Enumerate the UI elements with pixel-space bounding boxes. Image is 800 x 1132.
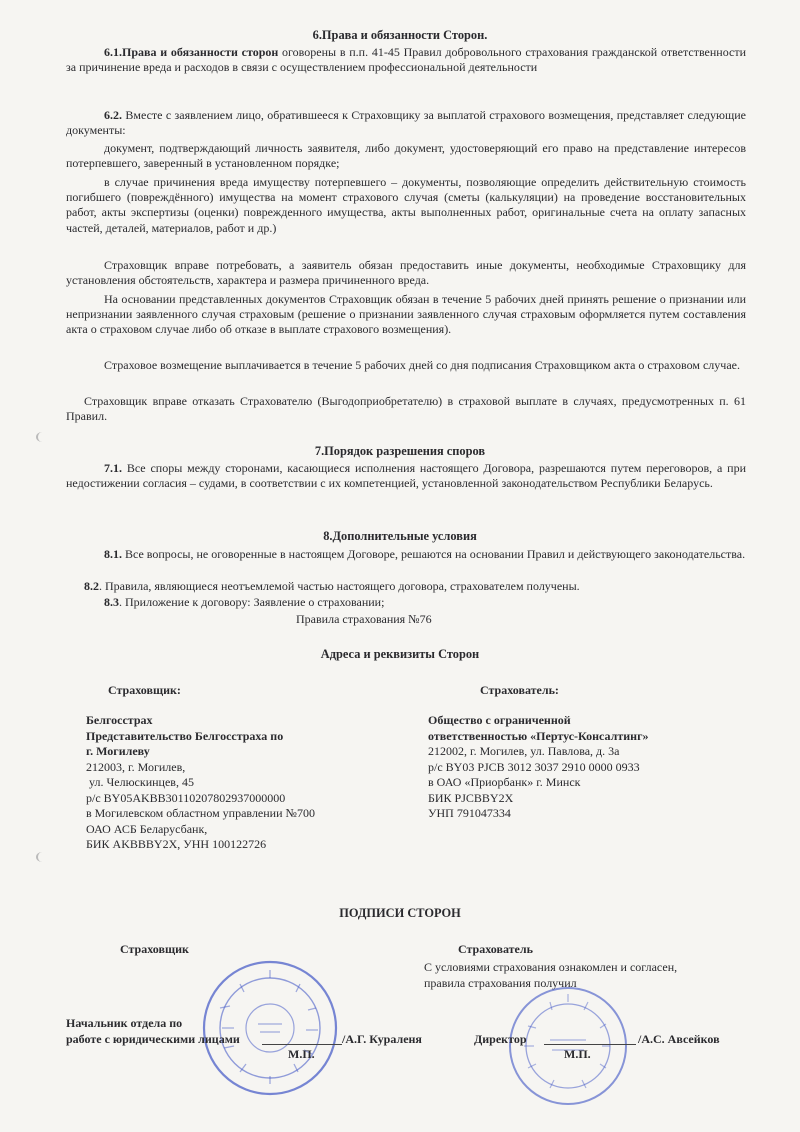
insurer-bank-line: ОАО АСБ Беларусбанк, [86, 821, 208, 836]
insurer-city: г. Могилеву [86, 744, 150, 758]
insurer-seal-mark: М.П. [288, 1047, 315, 1061]
insurer-heading: Страховщик: [108, 683, 181, 697]
paragraph-8-3: 8.3. Приложение к договору: Заявление о страховании; [104, 595, 385, 609]
insured-unp: УНП 791047334 [428, 806, 511, 820]
paragraph-property-damage: в случае причинения вреда имуществу потерпевшего – документы, позволяющие определить действительную стоимость погибшего (повреждённого) имущества на момент страхового случая (сметы (калькуляции) на проведение восстановительных работ, акты экспертизы (оценки) поврежденного имущества, акты выполненных работ, оригинальные счета на оплату запасных частей, деталей, материалов, работ и др.) [66, 175, 746, 235]
insured-signer-name: /А.С. Авсейков [638, 1032, 720, 1046]
insured-bic: БИК PJCBBY2X [428, 790, 514, 805]
section-7-title: 7.Порядок разрешения споров [314, 444, 486, 458]
insured-signer-role: Директор [474, 1032, 527, 1046]
insured-heading: Страхователь: [480, 683, 559, 697]
section-6-title: 6.Права и обязанности Сторон. [312, 28, 488, 42]
punch-hole [36, 432, 48, 442]
signature-insurer-heading: Страховщик [120, 942, 189, 956]
insured-bank: в ОАО «Приорбанк» г. Минск [428, 775, 581, 789]
paragraph-7-1: 7.1. Все споры между сторонами, касающиеся исполнения настоящего Договора, разрешаются путем переговоров, а при недостижении согласия – судами, в соответствии с их компетенцией, установленной законодательством Республики Беларусь. [66, 461, 746, 491]
paragraph-6-2: 6.2. Вместе с заявлением лицо, обратившееся к Страховщику за выплатой страхового возмещения, представляет следующие документы: [66, 108, 746, 138]
consent-note: С условиями страхования ознакомлен и согласен, [424, 960, 678, 974]
insurer-signer-name: /А.Г. Кураленя [342, 1032, 422, 1046]
paragraph-8-1: 8.1. Все вопросы, не оговоренные в настоящем Договоре, решаются на основании Правил и действующего законодательства. [104, 547, 746, 561]
paragraph-documents: документ, подтверждающий личность заявителя, либо документ, удостоверяющий его право на представление интересов потерпевшего, заверенный в установленном порядке; [66, 141, 746, 171]
insured-details [428, 713, 649, 822]
signature-insured-heading: Страхователь [458, 942, 533, 956]
insurer-signature-line [262, 1044, 342, 1045]
punch-hole [36, 852, 48, 862]
insurer-seal [200, 958, 340, 1098]
paragraph-8-2: 8.2. Правила, являющиеся неотъемлемой частью настоящего договора, страхователем получены. [84, 579, 580, 593]
insurer-details [86, 713, 315, 853]
insurer-bic: БИК AKBBBY2X, УНН 100122726 [86, 837, 267, 851]
insurer-address-line: 212003, г. Могилев, [86, 759, 186, 774]
insured-seal-mark: М.П. [564, 1047, 591, 1061]
paragraph-payment: Страховое возмещение выплачивается в течение 5 рабочих дней со дня подписания Страховщиком акта о страховом случае. [104, 358, 740, 372]
section-8-title: 8.Дополнительные условия [323, 529, 477, 543]
insurer-signer-role: работе с юридическими лицами [66, 1032, 240, 1046]
insurer-branch: Представительство Белгосстраха по [86, 728, 284, 743]
insurer-account: р/с BY05AKBB30110207802937000000 [86, 790, 286, 805]
insured-address: 212002, г. Могилев, ул. Павлова, д. 3а [428, 744, 620, 758]
paragraph-decision: На основании представленных документов Страховщик обязан в течение 5 рабочих дней принять решение о признании или непризнании заявленного случая страховым (решение о признании заявленного случая страховым оформляется путем составления акта о страховом случае либо об отказе в выплате страхового возмещения). [66, 292, 746, 337]
insurer-address-line: ул. Челюскинцев, 45 [86, 775, 194, 789]
signatures-title: ПОДПИСИ СТОРОН [339, 906, 461, 920]
insurer-name: Белгосстрах [86, 713, 153, 727]
rules-received-note: правила страхования получил [424, 976, 577, 990]
insured-account: р/с BY03 PJCB 3012 3037 2910 0000 0933 [428, 759, 640, 774]
rules-reference: Правила страхования №76 [296, 612, 432, 626]
insured-signature-line [544, 1044, 636, 1045]
insurer-bank-line: в Могилевском областном управлении №700 [86, 806, 315, 820]
insured-name: Общество с ограниченной [428, 713, 571, 727]
paragraph-6-1: 6.1.Права и обязанности сторон оговорены в п.п. 41-45 Правил добровольного страхования гражданской ответственности за причинение вреда и расходов в связи с осуществлением профессиональной деятельности [66, 45, 746, 75]
insured-name: ответственностью «Пертус-Консалтинг» [428, 728, 649, 743]
addresses-title: Адреса и реквизиты Сторон [320, 647, 480, 661]
paragraph-other-documents: Страховщик вправе потребовать, а заявитель обязан предоставить иные документы, необходимые Страховщику для установления обстоятельств, характера и размера причиненного вреда. [66, 258, 746, 288]
insurer-signer-role: Начальник отдела по [66, 1016, 183, 1030]
paragraph-refusal: Страховщик вправе отказать Страхователю (Выгодоприобретателю) в страховой выплате в случаях, предусмотренных п. 61 Правил. [66, 394, 746, 424]
